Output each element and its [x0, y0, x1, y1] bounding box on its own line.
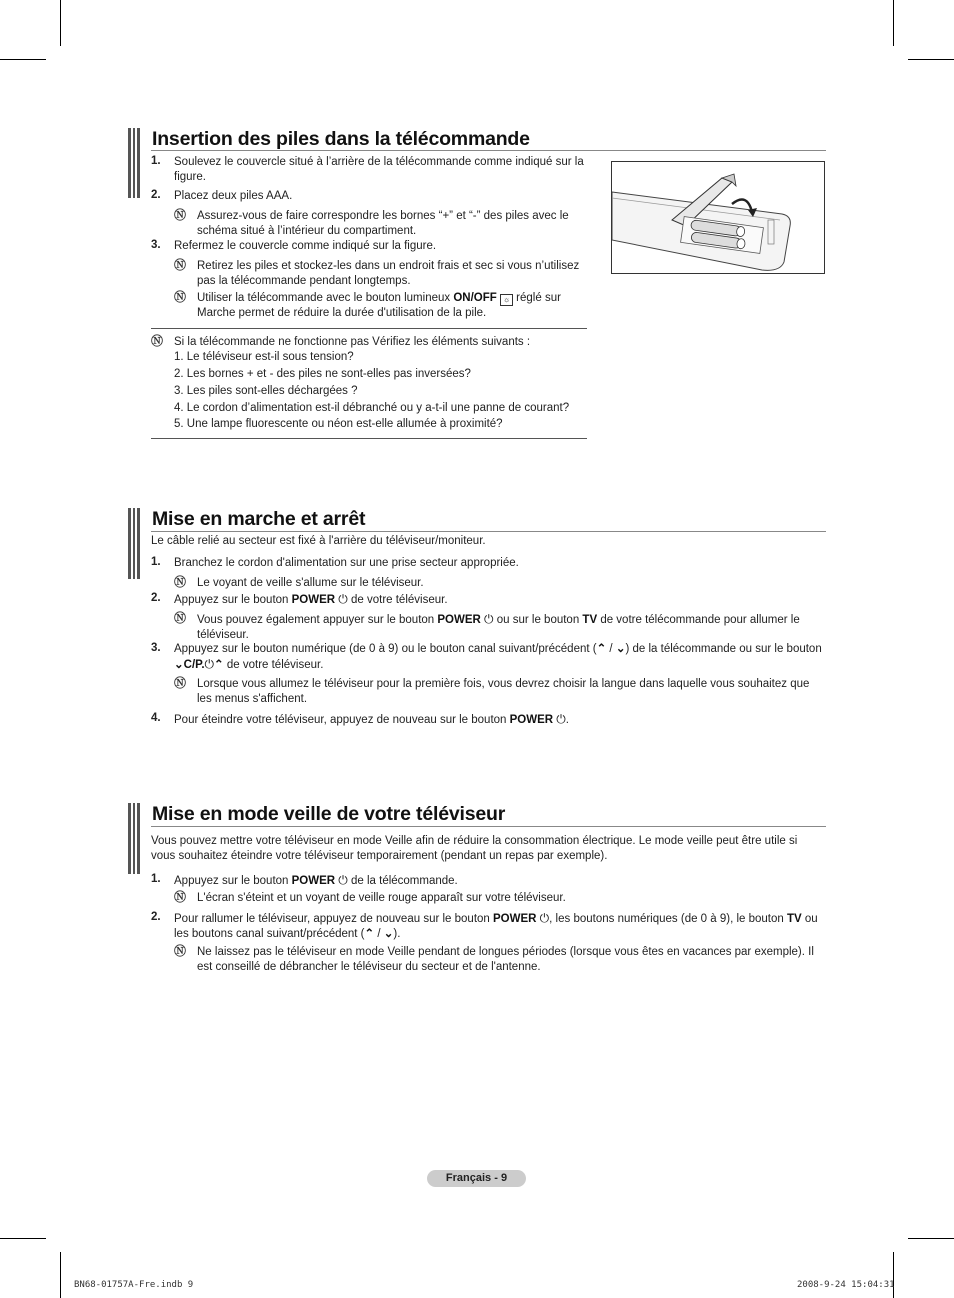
checklist-item: 4. Le cordon d’alimentation est-il débranché ou y a-t-il une panne de courant?: [174, 402, 570, 414]
chevron-up-icon: ⌃: [596, 643, 607, 655]
section-veille: Mise en mode veille de votre téléviseur Vous pouvez mettre votre téléviseur en mode Veille afin de réduire la consommation électrique. Le mode veille peut être utile si vous souhaitez éteindre votre téléviseur temporairement (pendant un repas par exemple). 1. Appuyez sur le bouton POWER ⏻ de la télécommande. Ⓝ L'écran s'éteint et un voyant de veille rouge apparaît sur votre téléviseur. 2. Pour rallumer le téléviseur, appuyez de nouveau sur le bouton POWER ⏻, les boutons numériques (de 0 à 9), le bouton TV ou les boutons canal suivant/précédent (⌃ / ⌄). Ⓝ Ne laissez pas le téléviseur en mode Veille pendant de longues périodes (lorsque vous êtes en vacances par exemple). Il est conseillé de débrancher le téléviseur du secteur et de l'antenne.: [128, 803, 826, 983]
remote-control-icon: [612, 162, 824, 273]
step-text: Appuyez sur le bouton POWER ⏻ de votre téléviseur.: [174, 592, 448, 606]
note-text: Vous pouvez également appuyer sur le bouton POWER ⏻ ou sur le bouton TV de votre télécommande pour allumer le téléviseur.: [197, 612, 800, 641]
checklist-intro: Si la télécommande ne fonctionne pas Vérifiez les éléments suivants :: [174, 336, 531, 348]
chevron-down-icon: ⌄: [615, 643, 626, 655]
note-icon: Ⓝ: [174, 208, 187, 222]
power-icon: ⏻: [556, 712, 566, 726]
section-piles: Insertion des piles dans la télécommande 1. Soulevez le couvercle situé à l’arrière de la télécommande comme indiqué sur la figure. 2. Placez deux piles AAA. Ⓝ Assurez-vous de faire correspondre les bornes “+” et “-” des piles avec le schéma situé à l’intérieur du compartiment. 3. Refermez le couvercle comme indiqué sur la figure. Ⓝ Retirez les piles et stockez-les dans un endroit frais et sec si vous n’utilisez pas la télécommande pendant longtemps. Ⓝ Utiliser la télécommande avec le bouton lumineux ON/OFF ☼ réglé sur Marche permet de réduire la durée d'utilisation de la pile. Ⓝ Si la télécommande ne fonctionne pas Vérifiez les éléments suivants : 1. Le téléviseur est-il sous tension? 2. Les bornes + et - des piles ne sont-elles pas inversées? 3. Les piles sont-elles déchargées ? 4. Le cordon d’alimentation est-il débranché ou y a-t-il une panne de courant? 5. Une lampe fluorescente ou néon est-elle allumée à proximité?: [128, 128, 826, 448]
note-text: Retirez les piles et stockez-les dans un endroit frais et sec si vous n’utilisez pas la télécommande pendant longtemps.: [197, 260, 580, 287]
remote-battery-illustration: [611, 161, 825, 274]
step-text: Branchez le cordon d'alimentation sur une prise secteur appropriée.: [174, 557, 519, 569]
note-icon: Ⓝ: [174, 611, 187, 625]
note-icon: Ⓝ: [174, 890, 187, 904]
note-icon: Ⓝ: [174, 575, 187, 589]
intro-text: Vous pouvez mettre votre téléviseur en mode Veille afin de réduire la consommation électrique. Le mode veille peut être utile si vous souhaitez éteindre votre téléviseur temporairement (pendant un repas par exemple).: [151, 835, 798, 862]
note-text: Utiliser la télécommande avec le bouton lumineux ON/OFF ☼ réglé sur Marche permet de réduire la durée d'utilisation de la pile.: [197, 292, 561, 319]
step-text: Placez deux piles AAA.: [174, 190, 293, 202]
note-icon: Ⓝ: [151, 334, 164, 348]
note-icon: Ⓝ: [174, 676, 187, 690]
note-icon: Ⓝ: [174, 944, 187, 958]
power-icon: ⏻: [338, 592, 348, 606]
section-marker: [128, 803, 140, 874]
power-icon: ⏻: [539, 911, 550, 925]
checklist-item: 5. Une lampe fluorescente ou néon est-elle allumée à proximité?: [174, 418, 503, 430]
power-icon: ⏻: [338, 873, 348, 887]
slug-file: BN68-01757A-Fre.indb 9: [74, 1280, 194, 1290]
note-text: L'écran s'éteint et un voyant de veille rouge apparaît sur votre téléviseur.: [197, 892, 566, 904]
section-title: Insertion des piles dans la télécommande: [152, 128, 530, 150]
note-text: Le voyant de veille s'allume sur le téléviseur.: [197, 577, 424, 589]
note-text: Ne laissez pas le téléviseur en mode Veille pendant de longues périodes (lorsque vous êtes en vacances par exemple). Il est conseillé de débrancher le téléviseur du secteur et de l'antenne.: [197, 946, 814, 973]
slug-date: 2008-9-24 15:04:31: [797, 1280, 895, 1290]
section-marker: [128, 508, 140, 579]
page-number: Français - 9: [427, 1170, 526, 1187]
note-text: Assurez-vous de faire correspondre les bornes “+” et “-” des piles avec le schéma situé à l’intérieur du compartiment.: [197, 210, 569, 237]
section-marker: [128, 128, 140, 198]
note-icon: Ⓝ: [174, 258, 187, 272]
checklist-item: 3. Les piles sont-elles déchargées ?: [174, 385, 358, 397]
section-title: Mise en marche et arrêt: [152, 508, 366, 530]
step-text: Refermez le couvercle comme indiqué sur la figure.: [174, 240, 437, 252]
chevron-down-icon: ⌄: [383, 927, 394, 940]
intro-text: Le câble relié au secteur est fixé à l'arrière du téléviseur/moniteur.: [151, 535, 486, 547]
checklist-item: 2. Les bornes + et - des piles ne sont-elles pas inversées?: [174, 368, 471, 380]
step-text: Pour éteindre votre téléviseur, appuyez de nouveau sur le bouton POWER ⏻.: [174, 712, 569, 726]
note-text: Lorsque vous allumez le téléviseur pour la première fois, vous devrez choisir la langue dans laquelle vous souhaitez que les menus s'affichent.: [197, 678, 810, 705]
step-text: Pour rallumer le téléviseur, appuyez de nouveau sur le bouton POWER ⏻, les boutons numériques (de 0 à 9), le bouton TV ou les boutons canal suivant/précédent (⌃ / ⌄).: [174, 911, 818, 940]
step-text: Appuyez sur le bouton POWER ⏻ de la télécommande.: [174, 873, 458, 887]
step-text: Appuyez sur le bouton numérique (de 0 à 9) ou le bouton canal suivant/précédent (⌃ / ⌄) de la télécommande ou sur le bouton ⌄C/P.⏻⌃ de votre téléviseur.: [174, 643, 822, 671]
section-marche: Mise en marche et arrêt Le câble relié au secteur est fixé à l'arrière du téléviseur/moniteur. 1. Branchez le cordon d'alimentation sur une prise secteur appropriée. Ⓝ Le voyant de veille s'allume sur le téléviseur. 2. Appuyez sur le bouton POWER ⏻ de votre téléviseur. Ⓝ Vous pouvez également appuyer sur le bouton POWER ⏻ ou sur le bouton TV de votre télécommande pour allumer le téléviseur. 3. Appuyez sur le bouton numérique (de 0 à 9) ou le bouton canal suivant/précédent (⌃ / ⌄) de la télécommande ou sur le bouton ⌄C/P.⏻⌃ de votre téléviseur. Ⓝ Lorsque vous allumez le téléviseur pour la première fois, vous devrez choisir la langue dans laquelle vous souhaitez que les menus s'affichent. 4. Pour éteindre votre téléviseur, appuyez de nouveau sur le bouton POWER ⏻.: [128, 508, 826, 738]
chevron-down-icon: ⌄: [174, 658, 184, 671]
step-text: Soulevez le couvercle situé à l’arrière de la télécommande comme indiqué sur la figure.: [174, 156, 584, 183]
chevron-up-icon: ⌃: [214, 658, 224, 671]
power-icon: ⏻: [204, 656, 215, 671]
light-icon: ☼: [500, 294, 513, 306]
checklist-item: 1. Le téléviseur est-il sous tension?: [174, 351, 354, 363]
section-title: Mise en mode veille de votre téléviseur: [152, 803, 506, 825]
chevron-up-icon: ⌃: [364, 927, 375, 940]
power-icon: ⏻: [484, 612, 494, 626]
note-icon: Ⓝ: [174, 290, 187, 304]
